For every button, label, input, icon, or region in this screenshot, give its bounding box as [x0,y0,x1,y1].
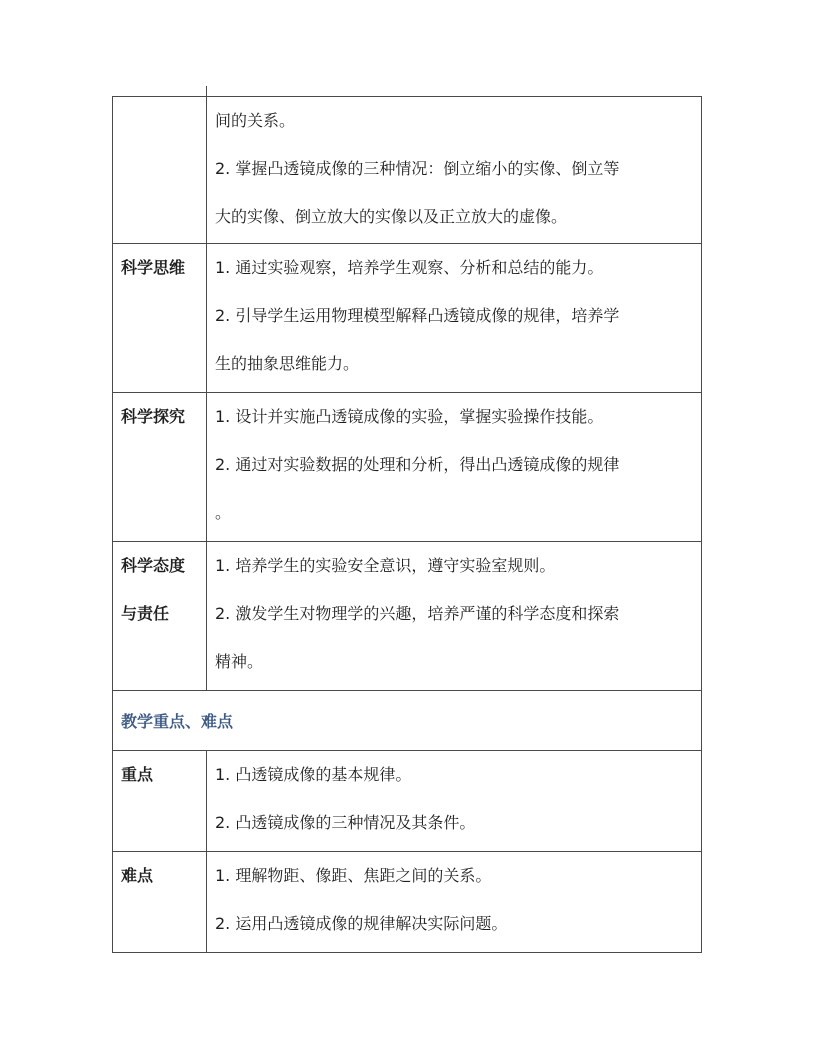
table-row [113,541,701,690]
row-label-text: 科学思维 [121,258,186,277]
table-row [113,750,701,851]
row-content [207,97,701,243]
content-line: 2. 掌握凸透镜成像的三种情况：倒立缩小的实像、倒立等 [215,159,620,178]
row-label [113,751,207,851]
content-line: 2. 凸透镜成像的三种情况及其条件。 [215,813,476,832]
content-line: 。 [215,503,232,522]
table-row [113,97,701,243]
table-row [113,392,701,541]
content-line: 1. 凸透镜成像的基本规律。 [215,765,412,784]
row-label [113,233,207,392]
row-label-text: 难点 [121,866,154,885]
section-title: 教学重点、难点 [121,712,234,731]
row-label-text: 与责任 [121,604,170,623]
content-line: 生的抽象思维能力。 [215,354,360,373]
row-content [207,393,701,541]
content-line: 精神。 [215,652,264,671]
content-line: 2. 运用凸透镜成像的规律解决实际问题。 [215,914,508,933]
content-line: 2. 引导学生运用物理模型解释凸透镜成像的规律，培养学 [215,306,620,325]
row-label-text: 科学态度 [121,556,186,575]
content-line: 1. 培养学生的实验安全意识，遵守实验室规则。 [215,556,556,575]
content-line: 1. 通过实验观察，培养学生观察、分析和总结的能力。 [215,258,604,277]
row-label [113,852,207,952]
content-line: 1. 设计并实施凸透镜成像的实验，掌握实验操作技能。 [215,407,604,426]
row-content [207,244,701,392]
content-line: 大的实像、倒立放大的实像以及正立放大的虚像。 [215,207,568,226]
row-content [207,852,701,952]
row-label [113,382,207,541]
row-label [113,86,207,243]
content-line: 1. 理解物距、像距、焦距之间的关系。 [215,866,492,885]
row-content [207,542,701,690]
row-label [113,531,207,690]
section-header-row [113,690,701,750]
row-label-text: 重点 [121,765,154,784]
row-label-text: 科学探究 [121,407,186,426]
table-row [113,243,701,392]
content-line: 2. 激发学生对物理学的兴趣，培养严谨的科学态度和探索 [215,604,620,623]
objectives-table [112,96,702,953]
row-content [207,751,701,851]
table-row [113,851,701,952]
content-line: 2. 通过对实验数据的处理和分析，得出凸透镜成像的规律 [215,455,620,474]
content-line: 间的关系。 [215,111,296,130]
